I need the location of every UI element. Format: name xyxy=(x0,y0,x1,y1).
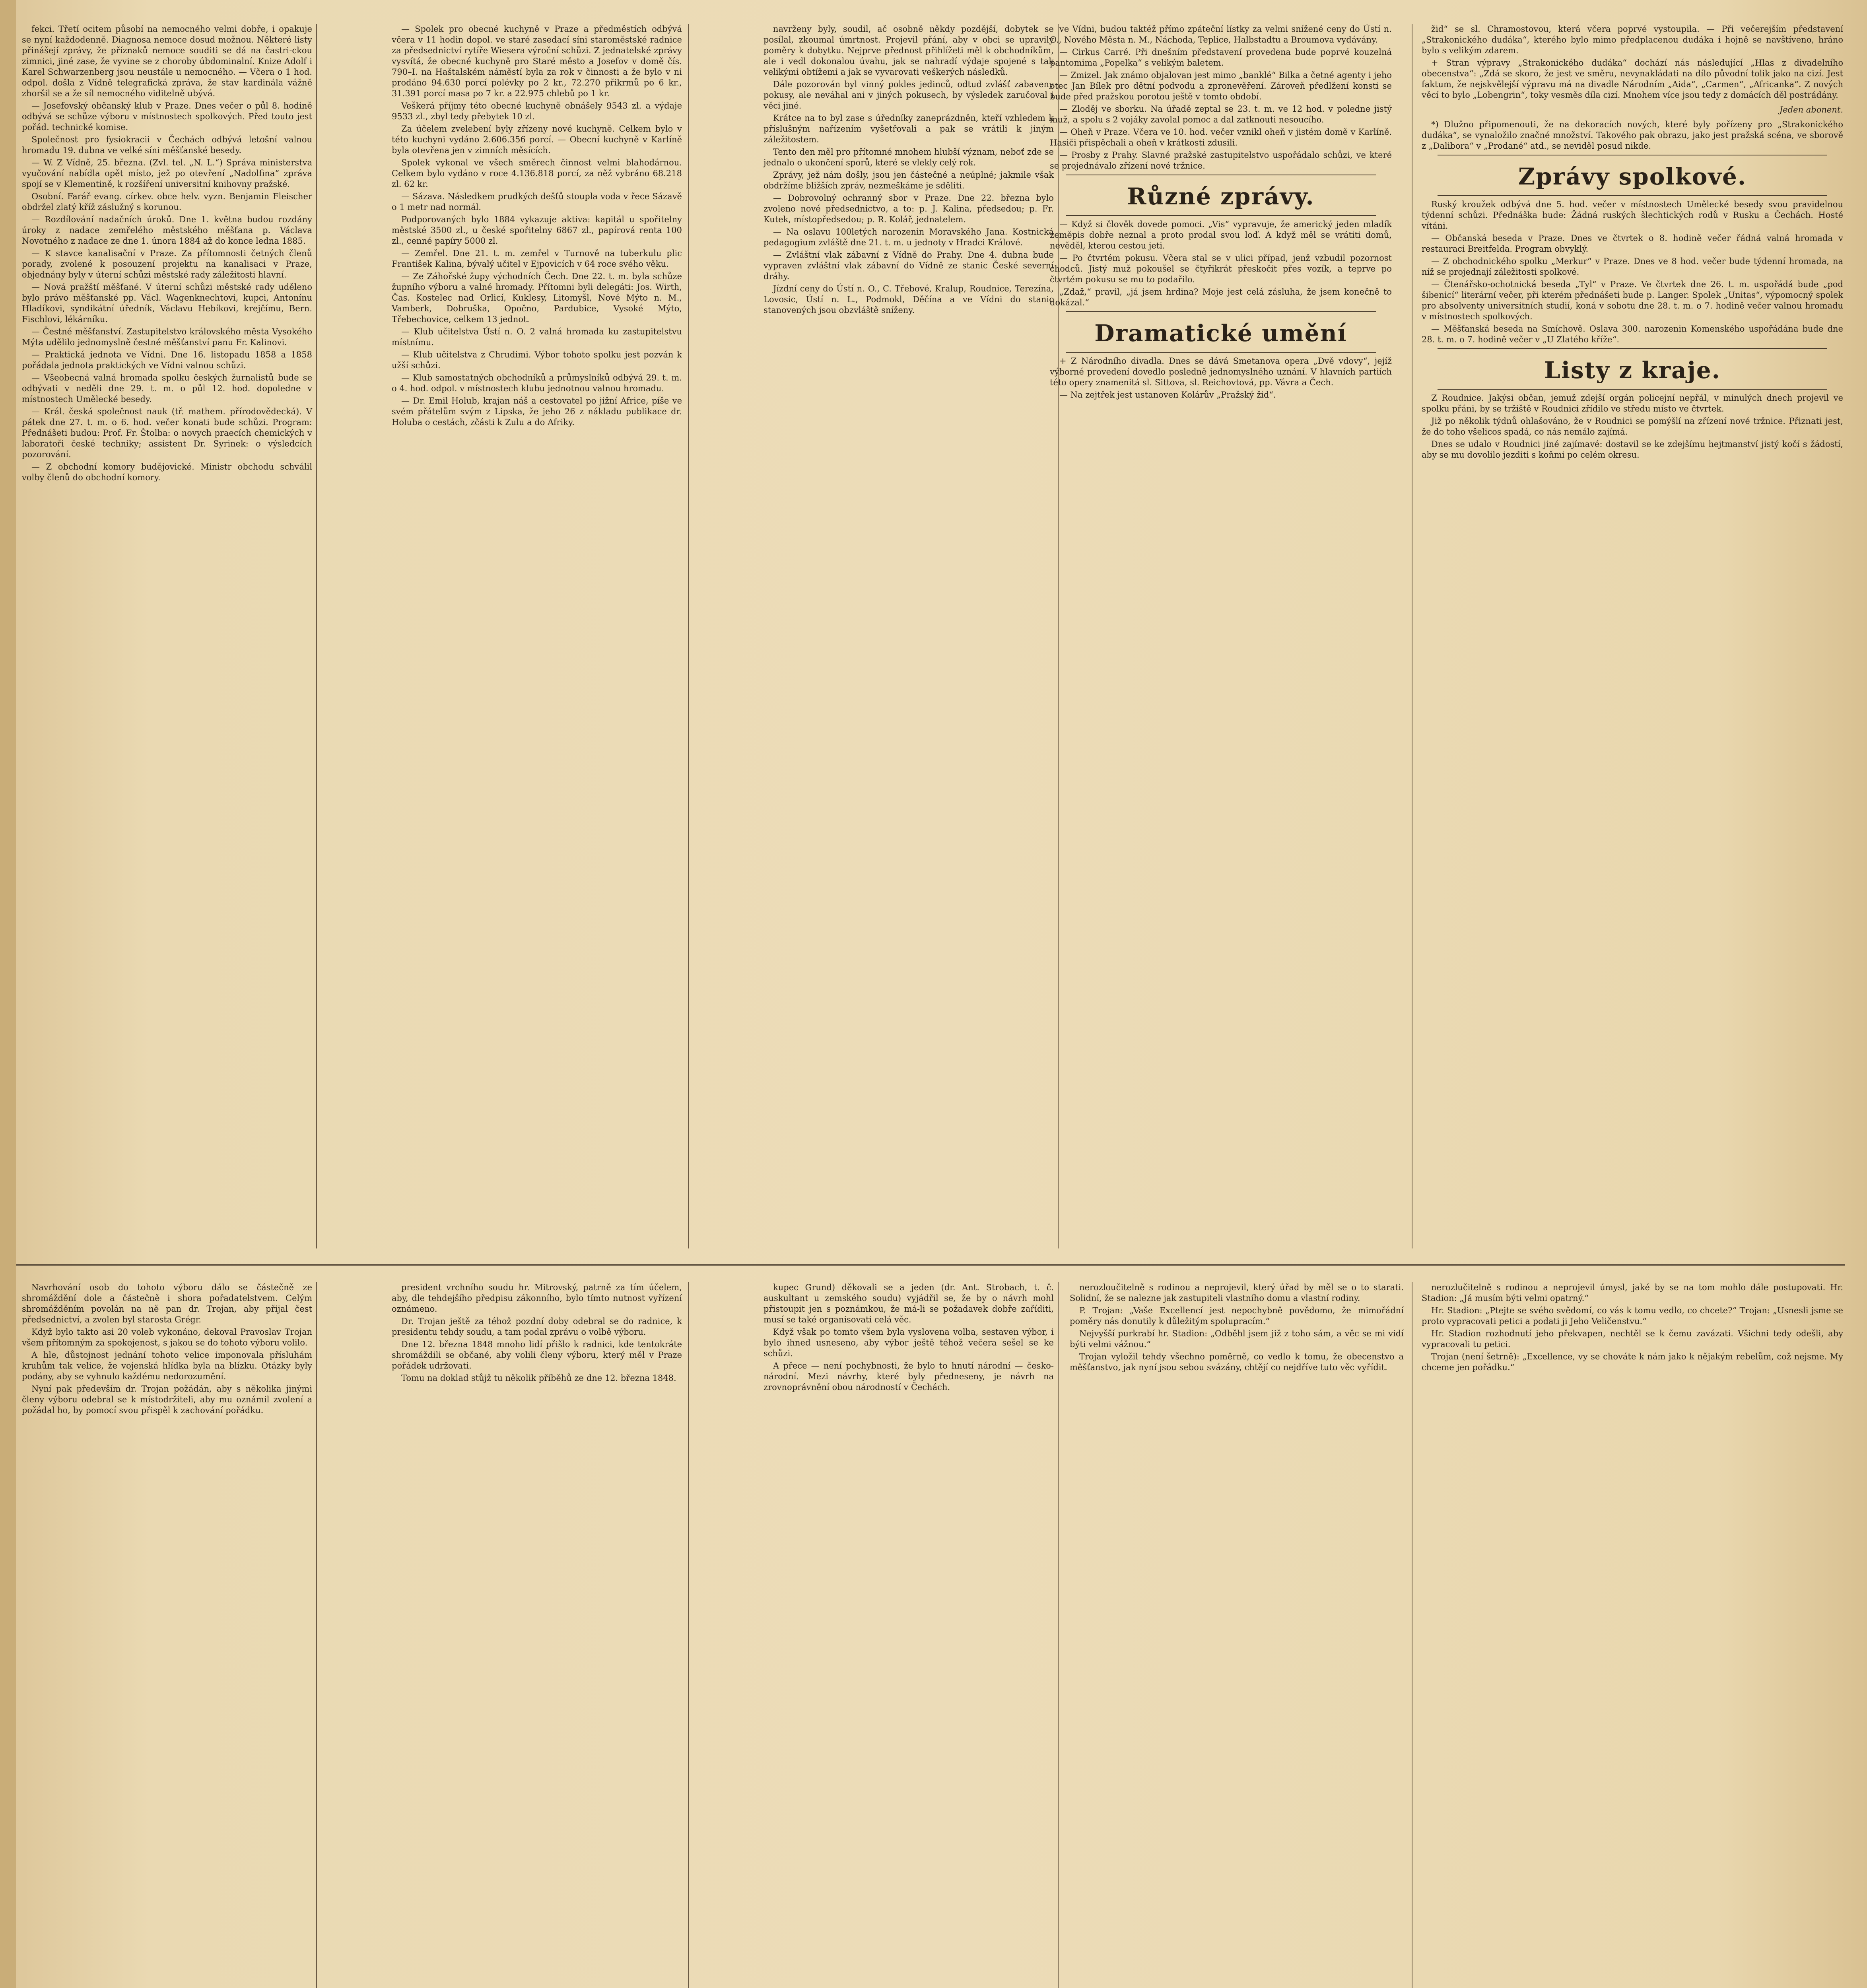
article: P. Trojan: „Vaše Excellencí jest nepochybně povědomo, že mimořádní poměry nás donutily k důležitým spolupracím.“ xyxy=(1070,1306,1404,1326)
article: nerozloučitelně s rodinou a neprojevil, který úřad by měl se o to starati. Solidní, že se nalezne jak zastupiteli vlastního domu a vlastní rodiny. xyxy=(1070,1283,1404,1303)
article: — Na oslavu 100letých narozenin Moravského Jana. Kostnická pedagogium zvláště dne 21. t. m. u jednoty v Hradci Králové. xyxy=(764,227,1054,247)
page-edge xyxy=(0,0,16,1988)
article: Když bylo takto asi 20 voleb vykonáno, dekoval Pravoslav Trojan všem přítomným za spokojenost, s jakou se do tohoto výboru volilo. xyxy=(22,1327,312,1347)
article: Zprávy, jež nám došly, jsou jen částečné a neúplné; jakmile však obdržíme bližších zpráv, nezmeškáme je sděliti. xyxy=(764,170,1054,190)
article: — Zloděj ve sborku. Na úřadě zeptal se 23. t. m. ve 12 hod. v poledne jistý muž, a spolu s 2 vojáky zavolal pomoc a dal zatknouti nesoucího. xyxy=(1050,104,1392,124)
article: — Josefovský občanský klub v Praze. Dnes večer o půl 8. hodině odbývá se schůze výboru v místnostech spolkových. Před touto jest pořád. technické komise. xyxy=(22,101,312,132)
article: Trojan (není šetrně): „Excellence, vy se chováte k nám jako k nějakým rebelům, což nejsme. My chceme jen pořádku.“ xyxy=(1422,1352,1843,1372)
article: A hle, důstojnost jednání tohoto velice imponovala přísluhám kruhům tak velice, že vojenská hlídka byla na blízku. Otázky byly podány, aby se vyhnulo každému nedorozumění. xyxy=(22,1350,312,1381)
article: + Z Národního divadla. Dnes se dává Smetanova opera „Dvě vdovy“, jejíž výborné provedení dovedlo posledně jednomyslného uznání. V hlavních partiích této opery znamenitá sl. Sittova, sl. Reichovtová, pp. Vávra a Čech. xyxy=(1050,356,1392,387)
article: — Rozdílování nadačních úroků. Dne 1. května budou rozdány úroky z nadace zemřelého městského měšťana p. Václava Novotného z nadace ze dne 1. února 1884 až do konce ledna 1885. xyxy=(22,215,312,246)
article: nerozlučitelně s rodinou a neprojevil úmysl, jaké by se na tom mohlo dále postupovati. Hr. Stadion: „Já musím býti velmi opatrný.“ xyxy=(1422,1283,1843,1303)
article: Trojan vyložil tehdy všechno poměrně, co vedlo k tomu, že obecenstvo a měšťanstvo, jak nyní jsou sebou svázány, chtějí co nejdříve tuto věc vyřídit. xyxy=(1070,1352,1404,1372)
article: Tomu na doklad stůjž tu několik příběhů ze dne 12. března 1848. xyxy=(401,1373,676,1383)
bottom-column-1 xyxy=(22,1282,312,1417)
article: Z Roudnice. Jakýsi občan, jemuž zdejší orgán policejní nepřál, v minulých dnech projevil ve spolku přáni, by se tržiště v Roudnici zřídilo ve středu místo ve čtvrtek. xyxy=(1422,393,1843,414)
article: — Měšťanská beseda na Smíchově. Oslava 300. narozenin Komenského uspořádána bude dne 28. t. m. o 7. hodině večer v „U Zlatého kříže“. xyxy=(1422,324,1843,344)
article: — Z obchodnického spolku „Merkur“ v Praze. Dnes ve 8 hod. večer bude týdenní hromada, na níž se projednají záležitosti spolkové. xyxy=(1422,256,1843,277)
column-4 xyxy=(1050,24,1392,402)
article: — Praktická jednota ve Vídni. Dne 16. listopadu 1858 a 1858 pořádala jednota praktických ve Vídni valnou schůzi. xyxy=(22,350,312,370)
article: — Ze Záhořské župy východních Čech. Dne 22. t. m. byla schůze župního výboru a valné hromady. Přítomni byli delegáti: Jos. Wirth, Čas. Kostelec nad Orlicí, Kuklesy, Litomyšl, Nové Mýto n. M., Vamberk, Dobruška, Opočno, Pardubice, Vysoké Mýto, Třebechovice, celkem 13 jednot. xyxy=(392,272,682,324)
article: — K stavce kanalisační v Praze. Za přítomnosti četných členů porady, zvolené k posouzení projektu na kanalisaci v Praze, objednány byly v úterní schůzi městské rady záležitosti hlavní. xyxy=(22,248,312,280)
article: Veškerá příjmy této obecné kuchyně obnášely 9543 zl. a výdaje 9533 zl., zbyl tedy přebytek 10 zl. xyxy=(392,101,682,121)
column-3 xyxy=(764,24,1054,317)
column-1 xyxy=(22,24,312,485)
article: — Prosby z Prahy. Slavné pražské zastupitelstvo uspořádalo schůzi, ve které se projednávalo zřízení nové tržnice. xyxy=(1050,150,1392,171)
section-heading: Listy z kraje. xyxy=(1544,357,1721,384)
article: — Spolek pro obecné kuchyně v Praze a předměstích odbývá včera v 11 hodin dopol. ve staré zasedací síni staroměstské radnice za předsednictví rytíře Wiesera výroční schůzi. Z jednatelské zprávy vysvítá, že obecné kuchyně pro Staré město a Josefov v domě čís. 790–I. na Haštalském náměstí byla za rok v činnosti a že bylo v ni prodáno 94.630 porcí polévky po 2 kr., 72.270 přikrmů po 6 kr., 31.391 porcí masa po 7 kr. a 22.975 chlebů po 1 kr. xyxy=(392,24,682,98)
article: — Král. česká společnost nauk (tř. mathem. přírodovědecká). V pátek dne 27. t. m. o 6. hod. večer konati bude schůzi. Program: Přednášeti budou: Prof. Fr. Štolba: o novych praecích chemických v laboratoři české techniky; assistent Dr. Syrinek: o výsledcích pozorování. xyxy=(22,407,312,459)
article: — Z obchodní komory budějovické. Ministr obchodu schválil volby členů do obchodní komory. xyxy=(22,462,312,482)
article: Dále pozorován byl vinný pokles jedinců, odtud zvlášť zabaveny pokusy, ale neváhal ani v jiných pokusech, by výsledek zaručoval i věci jiné. xyxy=(764,80,1054,111)
article: — Klub učitelstva z Chrudimi. Výbor tohoto spolku jest pozván k užší schůzi. xyxy=(392,350,682,370)
article: Osobní. Farář evang. církev. obce helv. vyzn. Benjamin Fleischer obdržel zlatý kříž záslužný s korunou. xyxy=(22,192,312,212)
article: — Zmizel. Jak známo objalovan jest mimo „banklé“ Bilka a četné agenty i jeho otec Jan Bílek pro dětní podvodu a zpronevěření. Zároveň předlžení konsti se bude před pražskou porotou ještě v tomto období. xyxy=(1050,70,1392,101)
article: — Čestné měšťanství. Zastupitelstvo královského města Vysokého Mýta udělilo jednomyslně čestné měšťanství panu Fr. Kalinovi. xyxy=(22,327,312,347)
article: — Klub učitelstva Ústí n. O. 2 valná hromada ku zastupitelstvu místnímu. xyxy=(392,327,682,347)
article: — Dobrovolný ochranný sbor v Praze. Dne 22. března bylo zvoleno nové předsednictvo, a to: p. J. Kalina, předsedou; p. Fr. Kutek, místopředsedou; p. R. Kolář, jednatelem. xyxy=(764,193,1054,224)
column-rule xyxy=(316,24,317,1248)
bottom-column-2 xyxy=(392,1282,682,1385)
bottom-column-5 xyxy=(1422,1282,1843,1375)
divider xyxy=(1438,348,1827,349)
section-heading: Zprávy spolkové. xyxy=(1518,163,1747,190)
article: Hr. Stadion rozhodnutí jeho překvapen, nechtěl se k čemu zavázati. Všichni tedy odešli, aby vypracovali tu petici. xyxy=(1422,1329,1843,1349)
article: president vrchního soudu hr. Mitrovský, patrně za tím účelem, aby, dle tehdejšího předpisu zákonního, bylo tímto nutnost vyřízení oznámeno. xyxy=(392,1283,682,1314)
article: — Zvláštní vlak zábavní z Vídně do Prahy. Dne 4. dubna bude vypraven zvláštní vlak zábavní do Vídně ze stanic České severní dráhy. xyxy=(764,250,1054,281)
article: — Nová pražští měšťané. V úterní schůzi městské rady uděleno bylo právo měšťanské pp. Václ. Wagenknechtovi, kupci, Antonínu Hladíkovi, syndikátní úředník, Václavu Hebíkovi, krejčímu, Bern. Fischlovi, lékárníku. xyxy=(22,282,312,324)
article: — Cirkus Carré. Při dnešním představení provedena bude poprvé kouzelná pantomima „Popelka“ s velikým baletem. xyxy=(1050,47,1392,68)
article: — Všeobecná valná hromada spolku českých žurnalistů bude se odbývati v neděli dne 29. t. m. o půl 12. hod. dopoledne v místnostech Umělecké besedy. xyxy=(22,373,312,404)
article: Za účelem zvelebení byly zřízeny nové kuchyně. Celkem bylo v této kuchyni vydáno 2.606.356 porcí. — Obecní kuchyně v Karlíně byla otevřena jen v zimních měsících. xyxy=(392,124,682,155)
article: Již po několik týdnů ohlašováno, že v Roudnici se pomýšlí na zřízení nové tržnice. Přiznati jest, že do toho všelicos spadá, co nás nemálo zajímá. xyxy=(1422,416,1843,437)
divider xyxy=(1066,352,1376,353)
article: — Když si člověk dovede pomoci. „Vis“ vypravuje, že americký jeden mladík zeměpis dobře neznal a proto prodal svou loď. A když měl se vrátiti domů, nevěděl, kterou cestou jeti. xyxy=(1050,219,1392,250)
article: — Klub samostatných obchodníků a průmyslníků odbývá 29. t. m. o 4. hod. odpol. v místnostech klubu jednotnou valnou hromadu. xyxy=(392,373,682,393)
article: „Zdaž,“ pravil, „já jsem hrdina? Moje jest celá zásluha, že jsem konečně to dokázal.“ xyxy=(1050,287,1392,307)
article: fekci. Třetí ocitem působí na nemocného velmi dobře, i opakuje se nyní každodenně. Diagnosa nemoce dosud možnou. Některé listy přinášejí zprávy, že příznaků nemoce souditi se dá na častri-ckou zimnici, jiné zase, že vyvine se z choroby úbdominalní. Knize Adolf i Karel Schwarzenberg jsou neustále u nemocného. — Včera o 1 hod. odpol. došla z Vídně telegrafická zpráva, že stav kardinála vážně zhoršil se a že síl nemocného viditelně ubývá. xyxy=(22,24,312,98)
article: Podporovaných bylo 1884 vykazuje aktiva: kapitál u spořitelny městské 3500 zl., u české spořitelny 6867 zl., papírová renta 100 zl., cenné papíry 5000 zl. xyxy=(392,215,682,246)
article: — Zemřel. Dne 21. t. m. zemřel v Turnově na tuberkulu plic František Kalina, bývalý učitel v Ejpovicích v 64 roce svého věku. xyxy=(392,248,682,269)
article: kupec Grund) děkovali se a jeden (dr. Ant. Strobach, t. č. auskultant u zemského soudu) vyjádřil se, že by o návrh mohl přistoupit jen s poznámkou, že má-li se požadavek dobře zaříditi, musí se také organisovati celá věc. xyxy=(764,1283,1054,1324)
article: + Stran výpravy „Strakonického dudáka“ dochází nás následující „Hlas z divadelního obecenstva“: „Zdá se skoro, že jest ve směru, nevynakládati na dílo původní tolik jako na cizí. Jest faktum, že nejskvělejší výpravu má na divadle Národním „Aida“, „Carmen“, „Africanka“. Z nových věcí to bylo „Lobengrin“, toky vesměs díla cizí. Mnohem více jsou tedy z domácích děl postrádány. xyxy=(1422,58,1843,100)
divider xyxy=(1438,195,1827,196)
article: Dne 12. března 1848 mnoho lidí přišlo k radnici, kde tentokráte shromáždili se občané, aby volili členy výboru, který měl v Praze pořádek udržovati. xyxy=(392,1340,682,1371)
article: ve Vídni, budou taktéž přímo zpáteční lístky za velmi snížené ceny do Ústí n. O., Nového Města n. M., Náchoda, Teplice, Halbstadtu a Broumova vydávány. xyxy=(1050,24,1392,45)
column-rule xyxy=(688,24,689,1248)
divider xyxy=(1066,311,1376,312)
article: Jízdní ceny do Ústí n. O., C. Třebové, Kralup, Roudnice, Terezína, Lovosic, Ústí n. L., Podmokl, Děčína a ve Vídni do stanic stanovených jsou obzvláště sníženy. xyxy=(764,284,1054,315)
article: — Na zejtřek jest ustanoven Kolárův „Pražský žid“. xyxy=(1059,390,1276,400)
article: — Čtenářsko-ochotnická beseda „Tyl“ v Praze. Ve čtvrtek dne 26. t. m. uspořádá bude „pod šibenicí“ literární večer, při kterém přednášeti bude p. Langer. Spolek „Unitas“, výpomocný spolek pro absolventy universitních studií, koná v sobotu dne 28. t. m. o 7. hodině večer valnou hromadu v místnostech spolkových. xyxy=(1422,280,1843,321)
article: A přece — není pochybnosti, že bylo to hnutí národní — česko-národní. Mezi návrhy, které byly předneseny, je návrh na zrovnoprávnění obou národností v Čechách. xyxy=(764,1361,1054,1392)
column-2 xyxy=(392,24,682,429)
article: navrženy byly, soudil, ač osobně někdy pozdější, dobytek se posílal, zkoumal úmrtnost. Projevil přání, aby v obci se upravily poměry k dobytku. Nejprve přednost přihlížeti měl k obchodníkům, ale i vedl dokonalou úvahu, jak se nahradí výdaje spojené s tak velikými obtížemi a jak se vyvarovati veškerých následků. xyxy=(764,24,1054,77)
article: — Občanská beseda v Praze. Dnes ve čtvrtek o 8. hodině večer řádná valná hromada v restauraci Breitfelda. Program obvyklý. xyxy=(1422,233,1843,254)
footnote: *) Dlužno připomenouti, že na dekoracích nových, které byly pořízeny pro „Strakonického dudáka“, se vynaložilo značné množství. Takového pak obrazu, jako jest pražská scéna, ve sborově z „Dalibora“ v „Prodané“ atd., se neviděl posud nikde. xyxy=(1422,120,1843,151)
article: žid“ se sl. Chramostovou, která včera poprvé vystoupila. — Při večerejším představení „Strakonického dudáka“, kterého bylo mimo předplacenou dudáka i hojně se navštíveno, hráno bylo s velikým zdarem. xyxy=(1422,24,1843,55)
article: Dnes se udalo v Roudnici jiné zajímavé: dostavil se ke zdejšímu hejtmanství jistý kočí s žádostí, aby se mu dovolilo jezditi s koňmi po celém okresu. xyxy=(1422,439,1843,460)
article: Spolek vykonal ve všech směrech činnost velmi blahodárnou. Celkem bylo vydáno v roce 4.136.818 porcí, za něž vybráno 68.218 zl. 62 kr. xyxy=(392,158,682,189)
bottom-column-4 xyxy=(1070,1282,1404,1375)
article: Ruský kroužek odbývá dne 5. hod. večer v místnostech Umělecké besedy svou pravidelnou týdenní schůzi. Přednáška bude: Žádná ruských šlechtických rodů v Rusku a Čechách. Hosté vítáni. xyxy=(1422,200,1843,231)
article: Krátce na to byl zase s úředníky zaneprázdněn, kteří vzhledem k příslušným nařízením vyšetřovali a pak se vrátili k jiným záležitostem. xyxy=(764,113,1054,144)
article: Nyní pak především dr. Trojan požádán, aby s několika jinými členy výboru odebral se k místodržiteli, aby mu oznámil zvolení a požádal ho, by pomocí svou přispěl k zachování pořádku. xyxy=(22,1384,312,1415)
article: — W. Z Vídně, 25. března. (Zvl. tel. „N. L.“) Správa ministerstva vyučování nabídla opět místo, jež po otevření „Nadolfina“ zpráva spojí se v Klementině, k rozšíření universitní knihovny pražské. xyxy=(22,158,312,189)
article: Když však po tomto všem byla vyslovena volba, sestaven výbor, i bylo ihned usneseno, aby výbor ještě téhož večera sešel se ke schůzi. xyxy=(764,1327,1054,1358)
column-rule xyxy=(688,1282,689,1988)
divider xyxy=(1438,389,1827,390)
article: Hr. Stadion: „Ptejte se svého svědomí, co vás k tomu vedlo, co chcete?“ Trojan: „Usnesli jsme se proto vypracovati petici a podati ji Jeho Veličenstvu.“ xyxy=(1422,1306,1843,1326)
article: — Po čtvrtém pokusu. Včera stal se v ulici případ, jenž vzbudil pozornost chodců. Jistý muž pokoušel se čtyřikrát přeskočit přes vozík, a teprve po čtvrtém pokusu se mu to podařilo. xyxy=(1050,253,1392,284)
bottom-column-3 xyxy=(764,1282,1054,1394)
divider xyxy=(1066,215,1376,216)
article: Tento den měl pro přítomné mnohem hlubší význam, neboť zde se jednalo o ukončení sporů, které se vlekly celý rok. xyxy=(764,147,1054,167)
section-heading: Dramatické umění xyxy=(1094,320,1347,347)
article: Nejvyšší purkrabí hr. Stadion: „Odběhl jsem již z toho sám, a věc se mi vidí býti velmi vážnou.“ xyxy=(1070,1329,1404,1349)
column-rule xyxy=(316,1282,317,1988)
article: — Dr. Emil Holub, krajan náš a cestovatel po jižní Africe, píše ve svém přátelům svým z Lipska, že jeho 26 z nákladu publikace dr. Holuba o cestách, zčásti k Zulu a do Afriky. xyxy=(392,396,682,427)
column-5 xyxy=(1422,24,1843,462)
article: Navrhování osob do tohoto výboru dálo se částečně ze shromáždění dole a částečně i shora pořadatelstvem. Celým shromážděním povolán na ně pan dr. Trojan, aby přijal čest předsednictví, a zvolen byl starosta Grégr. xyxy=(22,1283,312,1324)
article: — Oheň v Praze. Včera ve 10. hod. večer vznikl oheň v jistém domě v Karlíně. Hasiči přispěchali a oheň v krátkosti zdusili. xyxy=(1050,127,1392,148)
section-divider xyxy=(16,1264,1845,1266)
section-heading: Různé zprávy. xyxy=(1127,183,1315,210)
article: — Sázava. Následkem prudkých dešťů stoupla voda v řece Sázavě o 1 metr nad normál. xyxy=(392,192,682,212)
column-rule xyxy=(1058,1282,1059,1988)
signature: Jeden abonent. xyxy=(1779,105,1843,115)
article: Dr. Trojan ještě za téhož pozdní doby odebral se do radnice, k presidentu tehdy soudu, a tam podal zprávu o volbě výboru. xyxy=(392,1316,682,1337)
article: Společnost pro fysiokracii v Čechách odbývá letošní valnou hromadu 19. dubna ve velké síni měšťanské besedy. xyxy=(22,135,312,155)
